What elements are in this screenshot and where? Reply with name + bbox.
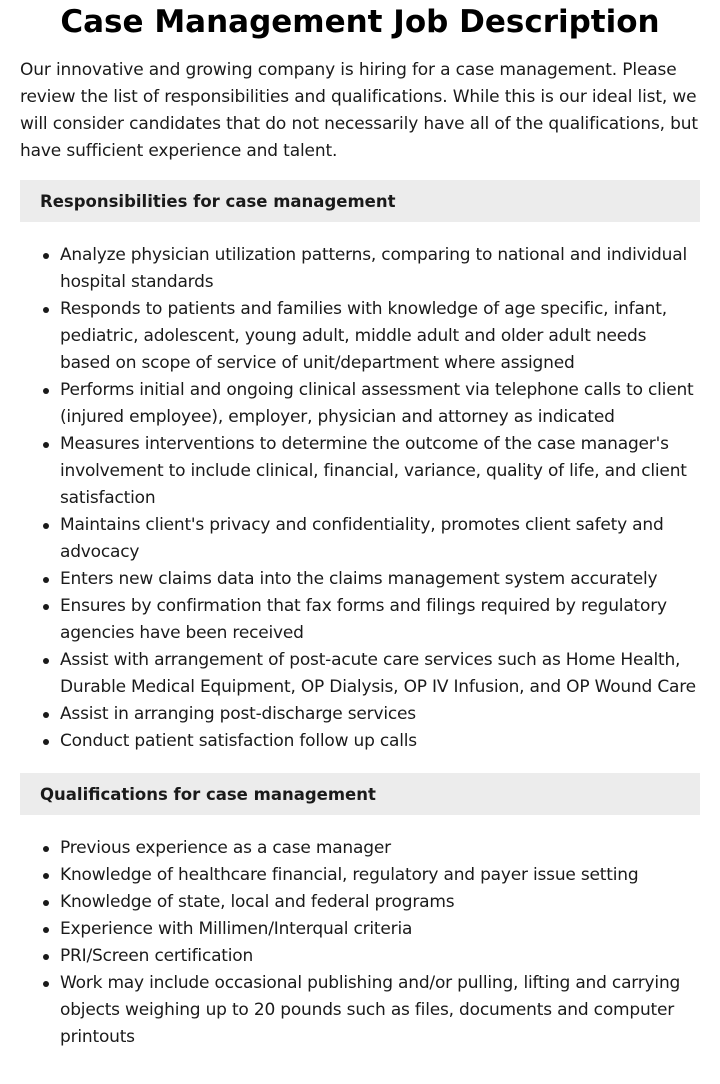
bullet-icon [43,307,49,313]
list-item-text: Performs initial and ongoing clinical assessment via telephone calls to client (injured employee), employer, physician and attorney as indicated [60,380,694,427]
list-item [60,647,700,701]
qualifications-heading [20,773,700,815]
bullet-icon [43,388,49,394]
list-item-text: Analyze physician utilization patterns, comparing to national and individual hospital standards [60,245,687,292]
list-item [60,512,700,566]
list-item-text: Knowledge of state, local and federal programs [60,892,455,912]
list-item-text: Work may include occasional publishing and/or pulling, lifting and carrying objects weighing up to 20 pounds such as files, documents and computer printouts [60,973,681,1047]
bullet-icon [43,658,49,664]
bullet-icon [43,442,49,448]
list-item [60,377,700,431]
list-item [60,431,700,512]
qualifications-list [20,835,700,1051]
list-item [60,566,700,593]
bullet-icon [43,712,49,718]
list-item [60,916,700,943]
list-item-text: Ensures by confirmation that fax forms and filings required by regulatory agencies have been received [60,596,667,643]
list-item [60,242,700,296]
bullet-icon [43,873,49,879]
list-item [60,296,700,377]
list-item-text: Maintains client's privacy and confidentiality, promotes client safety and advocacy [60,515,664,562]
list-item-text: Previous experience as a case manager [60,838,391,858]
list-item [60,728,700,755]
bullet-icon [43,739,49,745]
list-item [60,593,700,647]
list-item [60,701,700,728]
list-item [60,970,700,1051]
list-item [60,943,700,970]
list-item-text: Assist with arrangement of post-acute care services such as Home Health, Durable Medical Equipment, OP Dialysis, OP IV Infusion, and OP Wound Care [60,650,696,697]
bullet-icon [43,846,49,852]
bullet-icon [43,577,49,583]
bullet-icon [43,604,49,610]
qualifications-heading-text: Qualifications for case management [40,784,376,804]
bullet-icon [43,523,49,529]
intro-paragraph: Our innovative and growing company is hiring for a case management. Please review the list of responsibilities and qualifications. While this is our ideal list, we will consider candidates that do not necessarily have all of the qualifications, but have sufficient experience and talent. [20,60,698,161]
list-item-text: Experience with Millimen/Interqual criteria [60,919,413,939]
bullet-icon [43,927,49,933]
bullet-icon [43,954,49,960]
list-item-text: PRI/Screen certification [60,946,254,966]
list-item [60,835,700,862]
list-item-text: Measures interventions to determine the outcome of the case manager's involvement to include clinical, financial, variance, quality of life, and client satisfaction [60,434,687,508]
list-item-text: Conduct patient satisfaction follow up calls [60,731,417,751]
list-item-text: Enters new claims data into the claims management system accurately [60,569,658,589]
responsibilities-list [20,242,700,755]
page-title: Case Management Job Description [60,4,660,40]
bullet-icon [43,253,49,259]
list-item-text: Assist in arranging post-discharge services [60,704,416,724]
bullet-icon [43,981,49,987]
list-item [60,889,700,916]
list-item-text: Knowledge of healthcare financial, regulatory and payer issue setting [60,865,639,885]
list-item-text: Responds to patients and families with knowledge of age specific, infant, pediatric, adolescent, young adult, middle adult and older adult needs based on scope of service of unit/department where assigned [60,299,667,373]
list-item [60,862,700,889]
responsibilities-heading-text: Responsibilities for case management [40,191,396,211]
responsibilities-heading [20,180,700,222]
bullet-icon [43,900,49,906]
